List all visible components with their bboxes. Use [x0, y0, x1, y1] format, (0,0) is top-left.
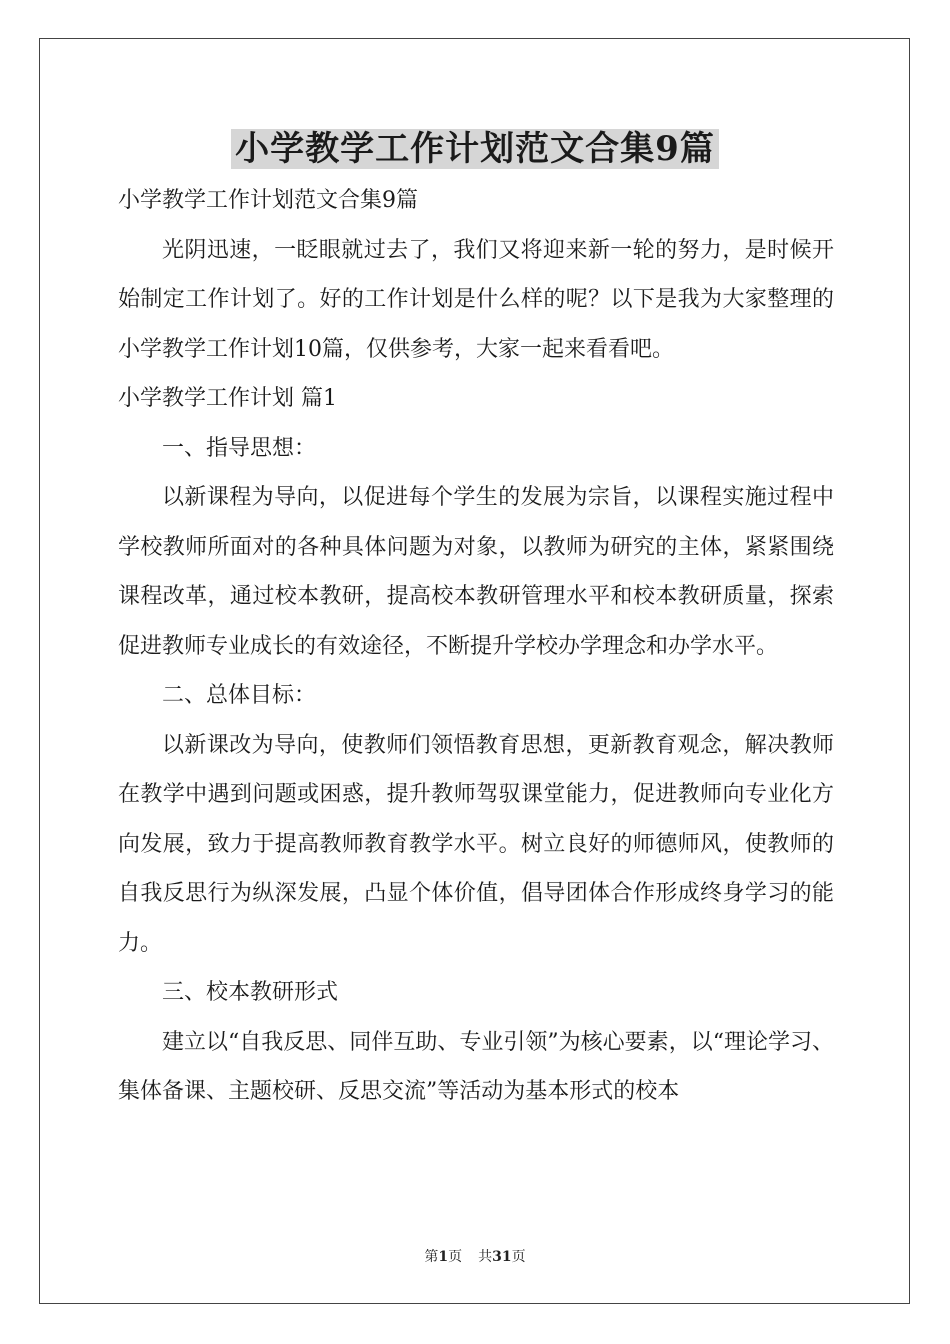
footer-page-current: 1 — [438, 1249, 449, 1265]
paragraph: 一、指导思想： — [162, 435, 317, 461]
paragraph: 小学教学工作计划范文合集9篇 — [118, 188, 418, 213]
paragraph: 建立以“自我反思、同伴互助、专业引领”为核心要素，以“理论学习、集体备课、主题校研、反思交流”等活动为基本形式的校本 — [118, 1029, 834, 1104]
page-footer — [0, 1248, 950, 1266]
paragraph: 以新课改为导向，使教师们领悟教育思想，更新教育观念，解决教师在教学中遇到问题或困惑，提升教师驾驭课堂能力，促进教师向专业化方向发展，致力于提高教师教育教学水平。树立良好的师德师风，使教师的自我反思行为纵深发展，凸显个体价值，倡导团体合作形成终身学习的能力。 — [118, 732, 834, 956]
footer-page-prefix: 第 — [424, 1249, 439, 1265]
paragraph: 以新课程为导向，以促进每个学生的发展为宗旨，以课程实施过程中学校教师所面对的各种具体问题为对象，以教师为研究的主体，紧紧围绕课程改革，通过校本教研，提高校本教研管理水平和校本教研质量，探索促进教师专业成长的有效途径，不断提升学校办学理念和办学水平。 — [118, 485, 834, 659]
paragraph: 三、校本教研形式 — [162, 980, 339, 1005]
footer-total-unit: 页 — [511, 1249, 526, 1265]
paragraph: 光阴迅速，一眨眼就过去了，我们又将迎来新一轮的努力，是时候开始制定工作计划了。好的工作计划是什么样的呢？以下是我为大家整理的小学教学工作计划10篇，仅供参考，大家一起来看看吧。 — [118, 237, 834, 362]
document-body — [118, 176, 834, 1117]
paragraph: 小学教学工作计划 篇1 — [118, 386, 337, 411]
paragraph: 二、总体目标： — [162, 683, 317, 708]
document-title-text: 小学教学工作计划范文合集9篇 — [231, 129, 719, 169]
footer-page-total: 31 — [492, 1249, 512, 1265]
document-title — [0, 126, 950, 172]
footer-total-prefix: 共 — [478, 1249, 493, 1265]
footer-page-unit: 页 — [448, 1249, 463, 1265]
